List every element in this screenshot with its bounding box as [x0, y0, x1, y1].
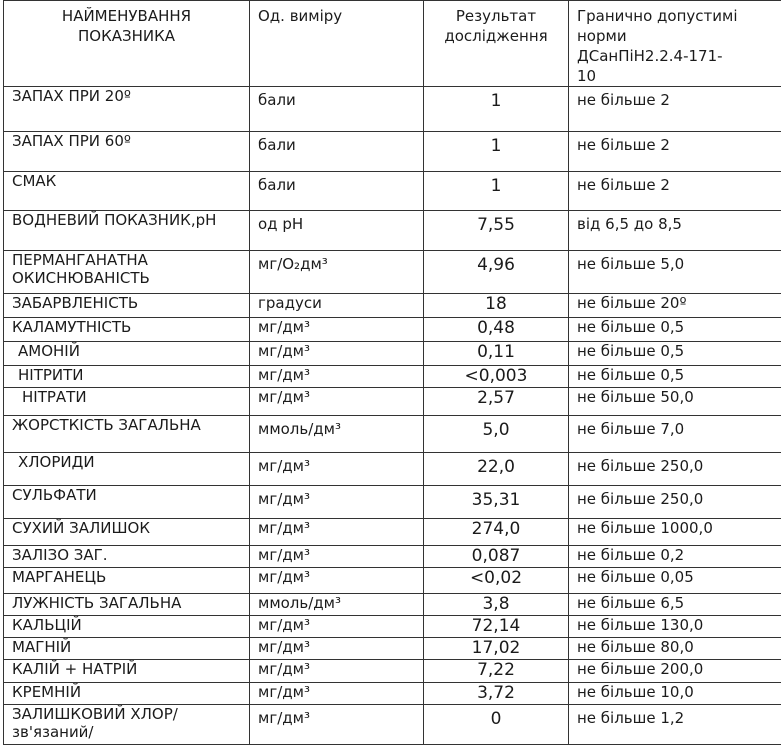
unit-cell: мг/дм³	[250, 453, 424, 486]
result-cell: 7,55	[424, 211, 569, 251]
unit-cell: бали	[250, 172, 424, 211]
unit-cell: мг/дм³	[250, 638, 424, 660]
header-result: Результат дослідження	[424, 1, 569, 87]
unit-cell: бали	[250, 132, 424, 172]
limit-cell: не більше 1000,0	[569, 519, 781, 546]
limit-cell: не більше 80,0	[569, 638, 781, 660]
limit-cell: не більше 250,0	[569, 453, 781, 486]
unit-cell: градуси	[250, 294, 424, 318]
indicator-cell: МАГНІЙ	[4, 638, 250, 660]
table-row	[4, 594, 781, 616]
unit-cell: мг/дм³	[250, 546, 424, 568]
result-cell: <0,02	[424, 568, 569, 594]
result-cell: 1	[424, 87, 569, 132]
unit-cell: мг/дм³	[250, 486, 424, 519]
result-cell: 17,02	[424, 638, 569, 660]
table-row	[4, 251, 781, 294]
indicator-cell: КАЛЬЦІЙ	[4, 616, 250, 638]
unit-cell: ммоль/дм³	[250, 594, 424, 616]
table-row	[4, 211, 781, 251]
table-row	[4, 416, 781, 453]
result-cell: 1	[424, 132, 569, 172]
unit-cell: мг/дм³	[250, 342, 424, 366]
result-cell: 0,11	[424, 342, 569, 366]
indicator-cell: СУХИЙ ЗАЛИШОК	[4, 519, 250, 546]
unit-cell: мг/дм³	[250, 318, 424, 342]
table-row	[4, 294, 781, 318]
indicator-cell: ЗАПАХ ПРИ 20º	[4, 87, 250, 132]
indicator-cell: ЗАПАХ ПРИ 60º	[4, 132, 250, 172]
result-cell: 3,8	[424, 594, 569, 616]
indicator-cell: ЗАЛИШКОВИЙ ХЛОР/зв'язаний/	[4, 705, 250, 745]
indicator-cell: ЛУЖНІСТЬ ЗАГАЛЬНА	[4, 594, 250, 616]
unit-cell: бали	[250, 87, 424, 132]
limit-cell: не більше 0,5	[569, 342, 781, 366]
header-unit: Од. виміру	[250, 1, 424, 87]
result-cell: 1	[424, 172, 569, 211]
limit-cell: не більше 0,5	[569, 366, 781, 388]
result-cell: 0,48	[424, 318, 569, 342]
table-row	[4, 683, 781, 705]
limit-cell: не більше 0,5	[569, 318, 781, 342]
table-row	[4, 705, 781, 745]
indicator-cell: КРЕМНІЙ	[4, 683, 250, 705]
result-cell: 274,0	[424, 519, 569, 546]
indicator-cell: ПЕРМАНГАНАТНА ОКИСНЮВАНІСТЬ	[4, 251, 250, 294]
limit-cell: не більше 2	[569, 172, 781, 211]
limit-cell: не більше 1,2	[569, 705, 781, 745]
limit-cell: не більше 10,0	[569, 683, 781, 705]
limit-cell: не більше 200,0	[569, 660, 781, 683]
indicator-cell: АМОНІЙ	[4, 342, 250, 366]
limit-cell: не більше 7,0	[569, 416, 781, 453]
unit-cell: мг/дм³	[250, 660, 424, 683]
result-cell: 18	[424, 294, 569, 318]
limit-cell: не більше 50,0	[569, 388, 781, 416]
result-cell: 22,0	[424, 453, 569, 486]
unit-cell: мг/дм³	[250, 705, 424, 745]
indicator-cell: ВОДНЕВИЙ ПОКАЗНИК,рН	[4, 211, 250, 251]
result-cell: 7,22	[424, 660, 569, 683]
indicator-cell: СМАК	[4, 172, 250, 211]
unit-cell: мг/О₂дм³	[250, 251, 424, 294]
unit-cell: мг/дм³	[250, 388, 424, 416]
result-cell: 2,57	[424, 388, 569, 416]
indicator-cell: МАРГАНЕЦЬ	[4, 568, 250, 594]
unit-cell: мг/дм³	[250, 616, 424, 638]
unit-cell: ммоль/дм³	[250, 416, 424, 453]
table-row	[4, 568, 781, 594]
result-cell: 4,96	[424, 251, 569, 294]
table-row	[4, 453, 781, 486]
limit-cell: не більше 2	[569, 132, 781, 172]
table-row	[4, 519, 781, 546]
table-row	[4, 546, 781, 568]
table-row	[4, 638, 781, 660]
table-row	[4, 486, 781, 519]
table-row	[4, 172, 781, 211]
unit-cell: мг/дм³	[250, 683, 424, 705]
limit-cell: від 6,5 до 8,5	[569, 211, 781, 251]
unit-cell: мг/дм³	[250, 568, 424, 594]
limit-cell: не більше 0,05	[569, 568, 781, 594]
table-row	[4, 616, 781, 638]
result-cell: 3,72	[424, 683, 569, 705]
table-row	[4, 87, 781, 132]
result-cell: 35,31	[424, 486, 569, 519]
indicator-cell: ЗАЛІЗО ЗАГ.	[4, 546, 250, 568]
table-row	[4, 318, 781, 342]
unit-cell: од рН	[250, 211, 424, 251]
table-row	[4, 388, 781, 416]
indicator-cell: ХЛОРИДИ	[4, 453, 250, 486]
limit-cell: не більше 250,0	[569, 486, 781, 519]
table-row	[4, 660, 781, 683]
indicator-cell: ЗАБАРВЛЕНІСТЬ	[4, 294, 250, 318]
header-indicator: НАЙМЕНУВАННЯ ПОКАЗНИКА	[4, 1, 250, 87]
table-row	[4, 132, 781, 172]
table-row	[4, 342, 781, 366]
limit-cell: не більше 20º	[569, 294, 781, 318]
limit-cell: не більше 2	[569, 87, 781, 132]
indicator-cell: КАЛІЙ + НАТРІЙ	[4, 660, 250, 683]
limit-cell: не більше 6,5	[569, 594, 781, 616]
indicator-cell: НІТРАТИ	[4, 388, 250, 416]
indicator-cell: КАЛАМУТНІСТЬ	[4, 318, 250, 342]
limit-cell: не більше 0,2	[569, 546, 781, 568]
limit-cell: не більше 5,0	[569, 251, 781, 294]
unit-cell: мг/дм³	[250, 366, 424, 388]
table-header-row	[4, 1, 781, 87]
result-cell: 5,0	[424, 416, 569, 453]
result-cell: 0	[424, 705, 569, 745]
indicator-cell: СУЛЬФАТИ	[4, 486, 250, 519]
indicator-cell: ЖОРСТКІСТЬ ЗАГАЛЬНА	[4, 416, 250, 453]
table-row	[4, 366, 781, 388]
result-cell: 72,14	[424, 616, 569, 638]
water-analysis-table	[3, 0, 781, 745]
table-body	[4, 87, 781, 745]
result-cell: <0,003	[424, 366, 569, 388]
indicator-cell: НІТРИТИ	[4, 366, 250, 388]
unit-cell: мг/дм³	[250, 519, 424, 546]
header-limit: Гранично допустимі норми ДСанПіН2.2.4-171- 10	[569, 1, 781, 87]
limit-cell: не більше 130,0	[569, 616, 781, 638]
result-cell: 0,087	[424, 546, 569, 568]
